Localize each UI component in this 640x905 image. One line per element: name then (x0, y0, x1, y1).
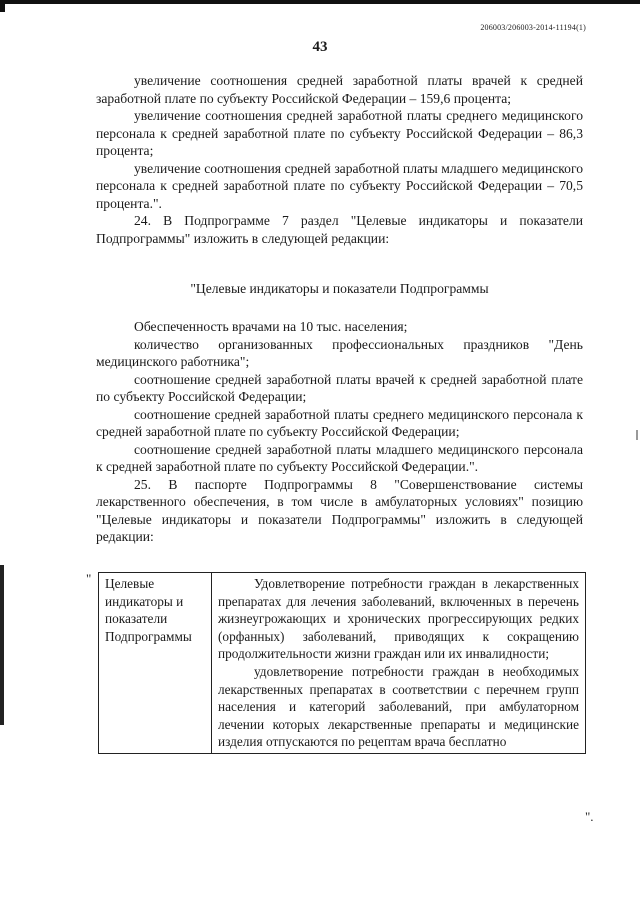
paragraph: увеличение соотношения средней заработной платы среднего медицинского персонала к средней заработной плате по субъекту Российской Федерации – 86,3 процента; (96, 108, 583, 158)
section-heading: "Целевые индикаторы и показатели Подпрограммы (190, 281, 489, 296)
paragraph: соотношение средней заработной платы младшего медицинского персонала к средней заработной плате по субъекту Российской Федерации.". (96, 441, 583, 474)
right-edge-mark (636, 430, 638, 440)
paragraph: соотношение средней заработной платы среднего медицинского персонала к средней заработной плате по субъекту Российской Федерации; (96, 406, 583, 439)
paragraph: 24. В Подпрограмме 7 раздел "Целевые индикаторы и показатели Подпрограммы" изложить в следующей редакции: (96, 213, 583, 246)
paragraph: увеличение соотношения средней заработной платы младшего медицинского персонала к средней заработной плате по субъекту Российской Федерации – 70,5 процента.". (96, 160, 583, 211)
text-block-1 (96, 72, 583, 247)
table-close-quote: ". (585, 809, 594, 824)
text-block-2 (96, 318, 583, 546)
table-row (99, 573, 586, 754)
top-border-line (0, 0, 640, 4)
paragraph: Обеспеченность врачами на 10 тыс. населения; (134, 319, 408, 334)
passport-table (98, 572, 586, 754)
paragraph: увеличение соотношения средней заработной платы врачей к средней заработной плате по субъекту Российской Федерации – 159,6 процента; (96, 73, 583, 106)
document-number: 206003/206003-2014-11194(1) (480, 23, 586, 32)
paragraph: количество организованных профессиональных праздников "День медицинского работника"; (96, 336, 583, 369)
table-label-cell: Целевые индикаторы и показатели Подпрограммы (99, 573, 212, 754)
paragraph: соотношение средней заработной платы врачей к средней заработной плате по субъекту Российской Федерации; (96, 371, 583, 404)
left-edge-scan-line (0, 565, 4, 725)
left-edge-mark (0, 0, 5, 12)
table-paragraph: удовлетворение потребности граждан в необходимых лекарственных препаратах в соответствии с перечнем групп населения и категорий заболеваний, при амбулаторном лечении которых лекарственные препараты и медицинские изделия отпускаются по рецептам врача бесплатно (218, 663, 579, 750)
page-number: 43 (312, 39, 328, 55)
table-content-cell (212, 573, 586, 754)
paragraph: 25. В паспорте Подпрограммы 8 "Совершенствование системы лекарственного обеспечения, в том числе в амбулаторных условиях" позицию "Целевые индикаторы и показатели Подпрограммы" изложить в следующей редакции: (96, 476, 583, 544)
table-paragraph: Удовлетворение потребности граждан в лекарственных препаратах для лечения заболеваний, включенных в перечень жизнеугрожающих и хронических прогрессирующих редких (орфанных) заболеваний, приводящих к сокращению продолжительности жизни граждан или их инвалидности; (218, 576, 579, 662)
table-open-quote: " (86, 571, 92, 586)
